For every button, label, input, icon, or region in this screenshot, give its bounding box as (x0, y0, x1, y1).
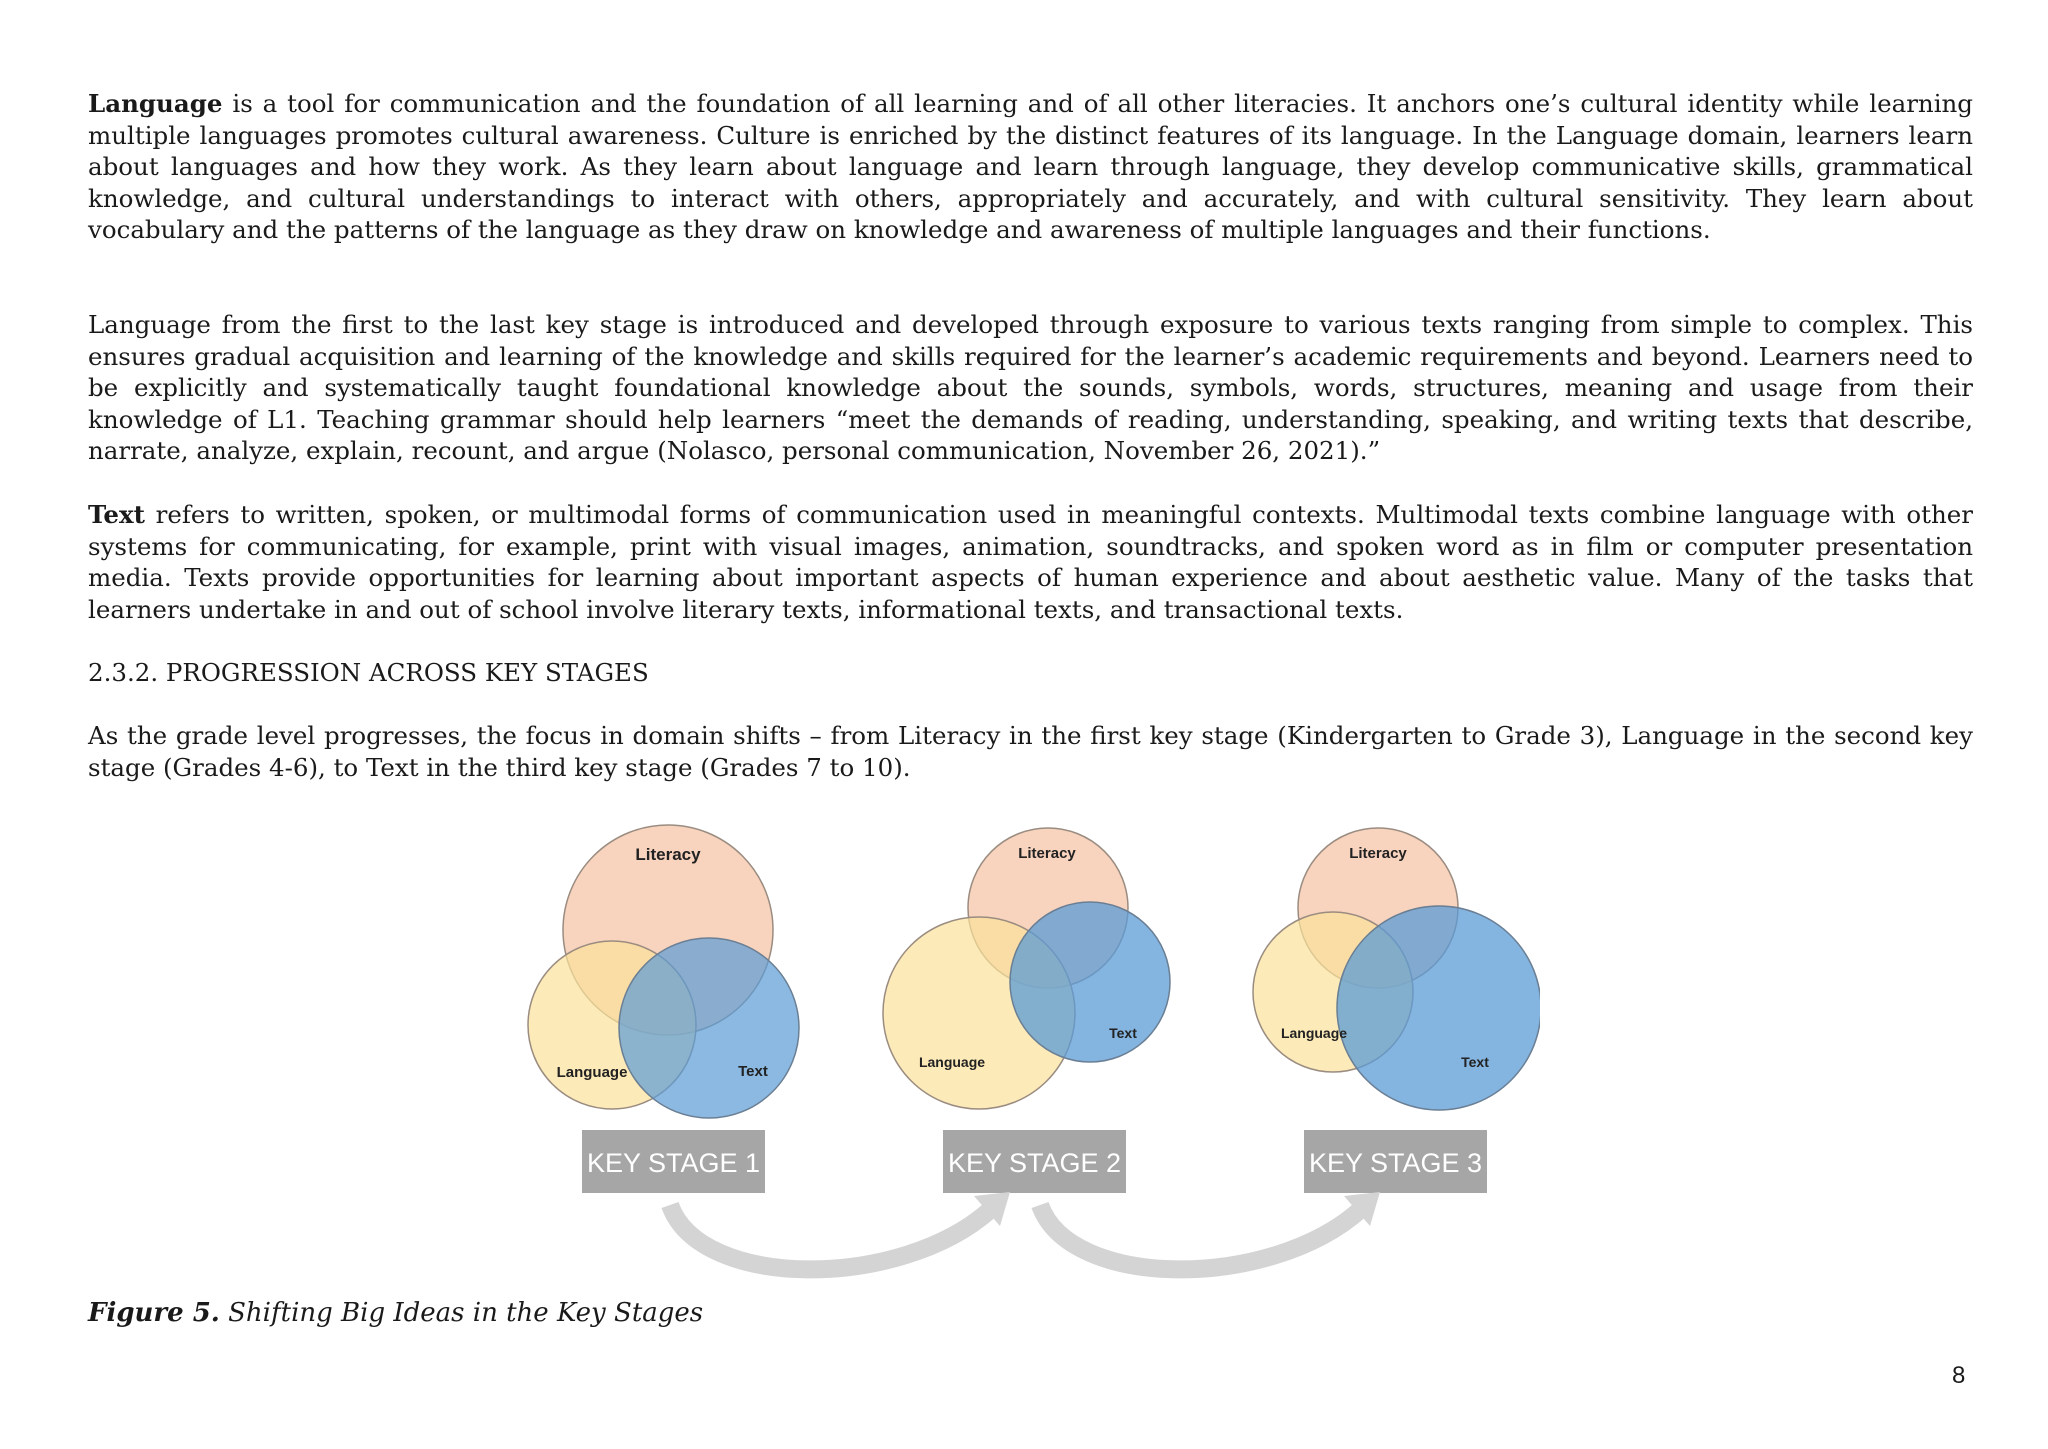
paragraph-key-stage-language: Language from the first to the last key stage is introduced and developed through exposure to various texts ranging from simple to complex. This ensures gradual acquisition and learning of the knowledge and skills required for the learner’s academic requirements and beyond. Learners need to be explicitly and systematically taught foundational knowledge about the sounds, symbols, words, structures, meaning and usage from their knowledge of L1. Teaching grammar should help learners “meet the demands of reading, understanding, speaking, and writing texts that describe, narrate, analyze, explain, recount, and argue (Nolasco, personal communication, November 26, 2021).” (88, 310, 1973, 466)
paragraph-language (88, 88, 1973, 246)
venn-label-literacy: Literacy (1349, 845, 1407, 862)
stage-box-1 (582, 1130, 765, 1193)
venn-label-language: Language (556, 1064, 628, 1081)
venn-label-text: Text (1461, 1054, 1489, 1070)
venn-label-language: Language (918, 1054, 986, 1070)
stage-label-2: KEY STAGE 2 (947, 1148, 1122, 1178)
stage-box-3 (1304, 1130, 1487, 1193)
venn-circle-text (1337, 906, 1540, 1110)
venn-stage-2 (883, 828, 1170, 1109)
figure-caption-label: Figure 5. (88, 1298, 220, 1328)
figure-caption (88, 1298, 703, 1328)
venn-stage-1 (528, 825, 799, 1118)
venn-label-literacy: Literacy (635, 845, 701, 864)
term-text: Text (88, 500, 145, 529)
venn-stage-3 (1253, 828, 1540, 1110)
paragraph-progression: As the grade level progresses, the focus in domain shifts – from Literacy in the first key stage (Kindergarten to Grade 3), Language in the second key stage (Grades 4-6), to Text in the third key stage (Grades 7 to 10). (88, 721, 1973, 782)
venn-circle-text (619, 938, 799, 1118)
stage-label-1: KEY STAGE 1 (586, 1148, 761, 1178)
paragraph-text (88, 499, 1973, 625)
venn-circle-text (1010, 902, 1170, 1062)
key-stages-figure (520, 820, 1540, 1290)
figure-caption-text: Shifting Big Ideas in the Key Stages (219, 1298, 704, 1328)
page-number: 8 (1952, 1362, 1966, 1389)
key-stages-diagram (520, 820, 1540, 1290)
stage-label-3: KEY STAGE 3 (1308, 1148, 1483, 1178)
section-heading: 2.3.2. PROGRESSION ACROSS KEY STAGES (88, 658, 649, 687)
term-language: Language (88, 89, 223, 118)
venn-label-text: Text (1109, 1025, 1137, 1041)
venn-label-literacy: Literacy (1018, 845, 1076, 862)
progression-arrow-2 (1040, 1205, 1360, 1269)
stage-box-2 (943, 1130, 1126, 1193)
venn-label-text: Text (738, 1063, 768, 1080)
paragraph-text-body: refers to written, spoken, or multimodal forms of communication used in meaningful contexts. Multimodal texts combine language with other systems for communicating, for example, print with visual images, animation, soundtracks, and spoken word as in film or computer presentation media. Texts provide opportunities for learning about important aspects of human experience and about aesthetic value. Many of the tasks that learners undertake in and out of school involve literary texts, informational texts, and transactional texts. (88, 500, 1973, 624)
progression-arrow-1 (670, 1205, 990, 1269)
paragraph-language-body: is a tool for communication and the foundation of all learning and of all other literacies. It anchors one’s cultural identity while learning multiple languages promotes cultural awareness. Culture is enriched by the distinct features of its language. In the Language domain, learners learn about languages and how they work. As they learn about language and learn through language, they develop communicative skills, grammatical knowledge, and cultural understandings to interact with others, appropriately and accurately, and with cultural sensitivity. They learn about vocabulary and the patterns of the language as they draw on knowledge and awareness of multiple languages and their functions. (88, 89, 1973, 245)
venn-label-language: Language (1280, 1025, 1348, 1041)
